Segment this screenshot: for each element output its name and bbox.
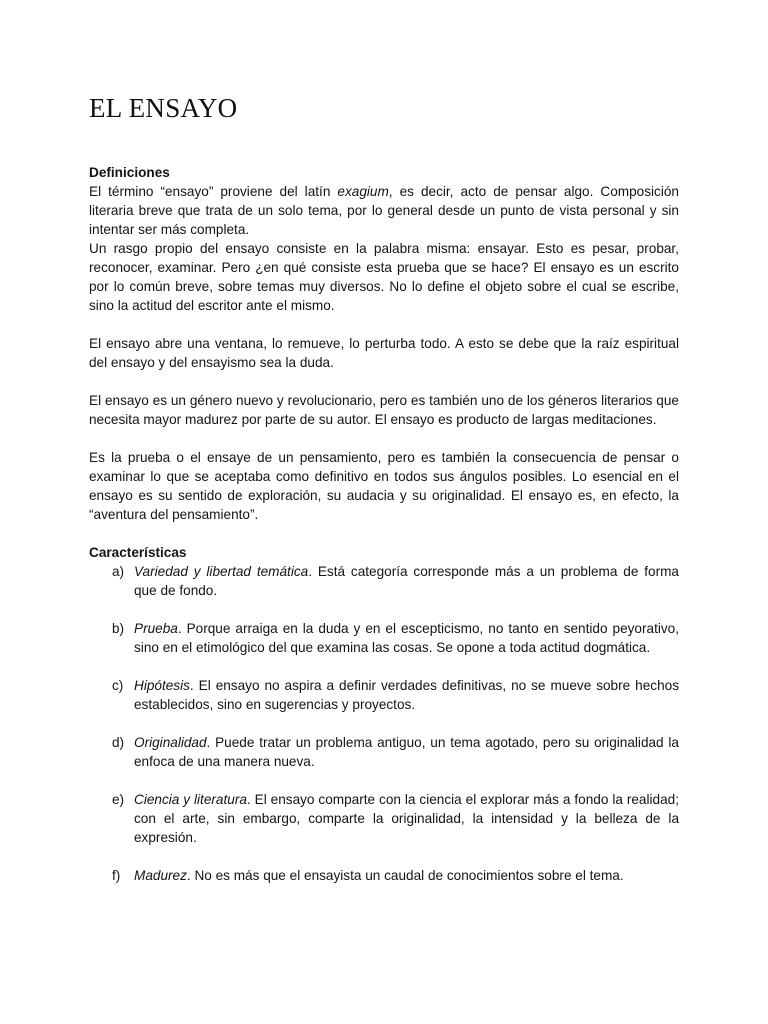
list-marker: a) — [112, 564, 125, 579]
characteristics-heading: Características — [89, 545, 187, 560]
definition-paragraph-3: El ensayo abre una ventana, lo remueve, lo perturba todo. A esto se debe que la raíz espiritual del ensayo y del ensayismo sea la duda. — [89, 336, 679, 370]
list-item-term: Prueba — [134, 621, 178, 636]
definition-paragraph-4: El ensayo es un género nuevo y revolucionario, pero es también uno de los géneros literarios que necesita mayor madurez por parte de su autor. El ensayo es producto de largas meditaciones. — [89, 393, 679, 427]
document-title: EL ENSAYO — [89, 93, 238, 123]
definition-paragraph-5: Es la prueba o el ensaye de un pensamiento, pero es también la consecuencia de pensar o examinar lo que se aceptaba como definitivo en todos sus ángulos posibles. Lo esencial en el ensayo es su sentido de exploración, su audacia y su originalidad. El ensayo es, en efecto, la “aventura del pensamiento”. — [89, 450, 679, 522]
paragraph-spacer — [89, 315, 679, 334]
list-item — [89, 676, 679, 714]
characteristics-section — [89, 543, 679, 885]
list-item-text: . Está categoría corresponde más a un problema de forma que de fondo. — [134, 564, 679, 598]
list-item-text: . No es más que el ensayista un caudal de conocimientos sobre el tema. — [186, 868, 624, 883]
list-item-term: Variedad y libertad temática — [134, 564, 309, 579]
list-item-text: . El ensayo comparte con la ciencia el explorar más a fondo la realidad; con el arte, sin embargo, comparte la originalidad, la intensidad y la belleza de la expresión. — [134, 792, 679, 845]
characteristics-list — [89, 562, 679, 885]
paragraph-spacer — [89, 372, 679, 391]
latin-term: exagium — [337, 184, 389, 199]
list-item-term: Ciencia y literatura — [134, 792, 247, 807]
list-item-text: . El ensayo no aspira a definir verdades definitivas, no se mueve sobre hechos establecidos, sino en sugerencias y proyectos. — [134, 678, 679, 712]
definitions-heading: Definiciones — [89, 165, 170, 180]
list-item — [89, 790, 679, 847]
list-item-term: Madurez — [134, 868, 187, 883]
definition-paragraph-1 — [89, 182, 679, 239]
definition-paragraph-1-end: , es decir, acto de pensar algo. Composición literaria breve que trata de un solo tema, por lo general desde un punto de vista personal y sin intentar ser más completa. — [89, 184, 679, 237]
paragraph-spacer — [89, 524, 679, 543]
list-marker: b) — [112, 621, 125, 636]
list-item — [89, 866, 679, 885]
paragraph-spacer — [89, 429, 679, 448]
list-item-text: . Puede tratar un problema antiguo, un tema agotado, pero su originalidad la enfoca de una manera nueva. — [134, 735, 679, 769]
list-item — [89, 562, 679, 600]
definition-paragraph-1-start: El término “ensayo” proviene del latín — [89, 184, 338, 199]
definitions-section — [89, 163, 679, 543]
list-item — [89, 733, 679, 771]
list-marker: f) — [112, 868, 121, 883]
list-item — [89, 619, 679, 657]
list-marker: c) — [112, 678, 124, 693]
definition-paragraph-2: Un rasgo propio del ensayo consiste en la palabra misma: ensayar. Esto es pesar, probar, reconocer, examinar. Pero ¿en qué consiste esta prueba que se hace? El ensayo es un escrito por lo común breve, sobre temas muy diversos. No lo define el objeto sobre el cual se escribe, sino la actitud del escritor ante el mismo. — [89, 241, 679, 313]
list-marker: e) — [112, 792, 125, 807]
list-item-term: Hipótesis — [134, 678, 190, 693]
list-item-term: Originalidad — [134, 735, 207, 750]
list-marker: d) — [112, 735, 125, 750]
list-item-text: . Porque arraiga en la duda y en el escepticismo, no tanto en sentido peyorativo, sino en el etimológico del que examina las cosas. Se opone a toda actitud dogmática. — [134, 621, 679, 655]
